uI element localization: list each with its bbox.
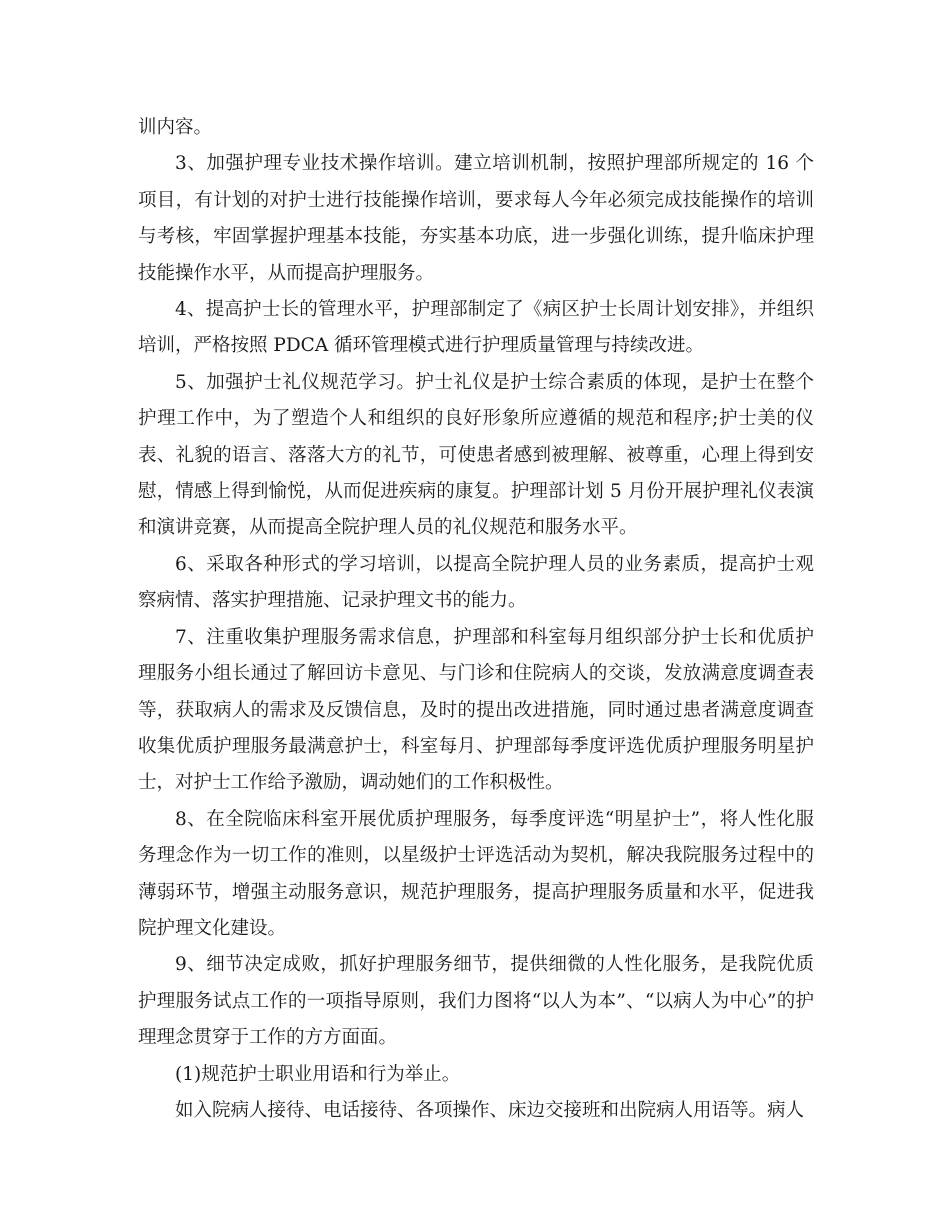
paragraph-item-7: 7、注重收集护理服务需求信息，护理部和科室每月组织部分护士长和优质护理服务小组长通过了解回访卡意见、与门诊和住院病人的交谈，发放满意度调查表等，获取病人的需求及反馈信息，及时的提出改进措施，同时通过患者满意度调查收集优质护理服务最满意护士，科室每月、护理部每季度评选优质护理服务明星护士，对护士工作给予激励，调动她们的工作积极性。	[138, 626, 814, 794]
paragraph-item-5: 5、加强护士礼仪规范学习。护士礼仪是护士综合素质的体现，是护士在整个护理工作中，为了塑造个人和组织的良好形象所应遵循的规范和程序;护士美的仪表、礼貌的语言、落落大方的礼节，可使患者感到被理解、被尊重，心理上得到安慰，情感上得到愉悦，从而促进疾病的康复。护理部计划 5 月份开展护理礼仪表演和演讲竞赛，从而提高全院护理人员的礼仪规范和服务水平。	[138, 371, 814, 539]
paragraph-continuation: 训内容。	[138, 117, 213, 138]
paragraph-item-3: 3、加强护理专业技术操作培训。建立培训机制，按照护理部所规定的 16 个项目，有计划的对护士进行技能操作培训，要求每人今年必须完成技能操作的培训与考核，牢固掌握护理基本技能，夯实基本功底，进一步强化训练，提升临床护理技能操作水平，从而提高护理服务。	[138, 153, 814, 284]
paragraph-item-9: 9、细节决定成败，抓好护理服务细节，提供细微的人性化服务，是我院优质护理服务试点工作的一项指导原则，我们力图将“以人为本”、“以病人为中心”的护理理念贯穿于工作的方方面面。	[138, 954, 814, 1049]
paragraph-subitem-1: (1)规范护士职业用语和行为举止。	[175, 1063, 461, 1085]
document-body	[138, 110, 814, 1129]
paragraph-item-4: 4、提高护士长的管理水平，护理部制定了《病区护士长周计划安排》，并组织培训，严格按照 PDCA 循环管理模式进行护理质量管理与持续改进。	[138, 299, 814, 357]
paragraph-subitem-1-body: 如入院病人接待、电话接待、各项操作、床边交接班和出院病人用语等。病人	[175, 1099, 805, 1121]
paragraph-item-8: 8、在全院临床科室开展优质护理服务，每季度评选“明星护士”，将人性化服务理念作为一切工作的准则，以星级护士评选活动为契机，解决我院服务过程中的薄弱环节，增强主动服务意识，规范护理服务，提高护理服务质量和水平，促进我院护理文化建设。	[138, 808, 814, 939]
paragraph-item-6: 6、采取各种形式的学习培训，以提高全院护理人员的业务素质，提高护士观察病情、落实护理措施、记录护理文书的能力。	[138, 553, 814, 612]
